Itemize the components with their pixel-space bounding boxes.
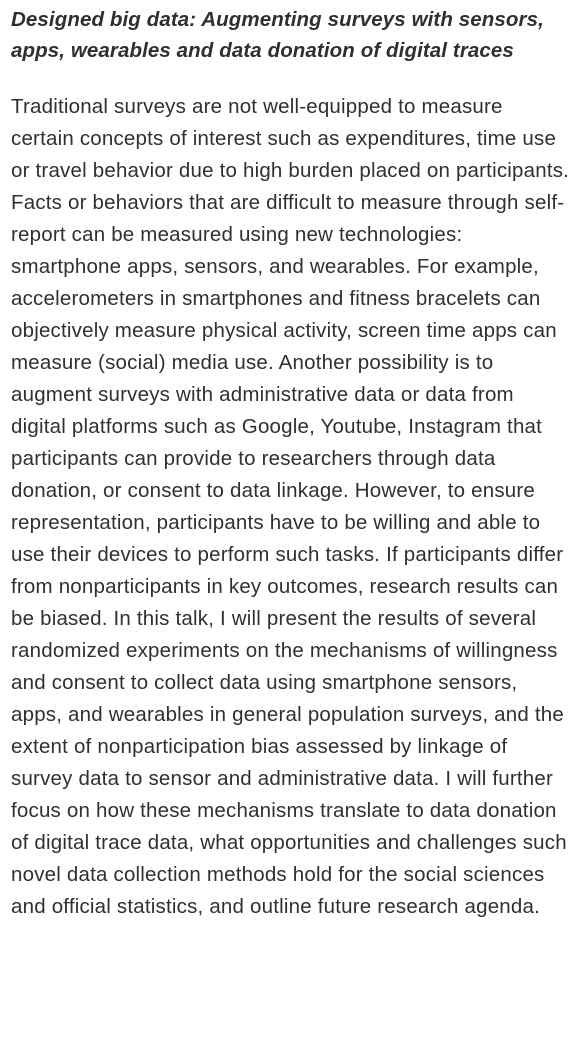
talk-abstract-block bbox=[11, 4, 573, 923]
talk-title: Designed big data: Augmenting surveys with sensors, apps, wearables and data donation of digital traces bbox=[11, 8, 544, 62]
talk-abstract: Traditional surveys are not well-equipped to measure certain concepts of interest such as expenditures, time use or travel behavior due to high burden placed on participants. Facts or behaviors that are difficult to measure through self-report can be measured using new technologies: smartphone apps, sensors, and wearables. For example, accelerometers in smartphones and fitness bracelets can objectively measure physical activity, screen time apps can measure (social) media use. Another possibility is to augment surveys with administrative data or data from digital platforms such as Google, Youtube, Instagram that participants can provide to researchers through data donation, or consent to data linkage. However, to ensure representation, participants have to be willing and able to use their devices to perform such tasks. If participants differ from nonparticipants in key outcomes, research results can be biased. In this talk, I will present the results of several randomized experiments on the mechanisms of willingness and consent to collect data using smartphone sensors, apps, and wearables in general population surveys, and the extent of nonparticipation bias assessed by linkage of survey data to sensor and administrative data. I will further focus on how these mechanisms translate to data donation of digital trace data, what opportunities and challenges such novel data collection methods hold for the social sciences and official statistics, and outline future research agenda. bbox=[11, 95, 570, 918]
